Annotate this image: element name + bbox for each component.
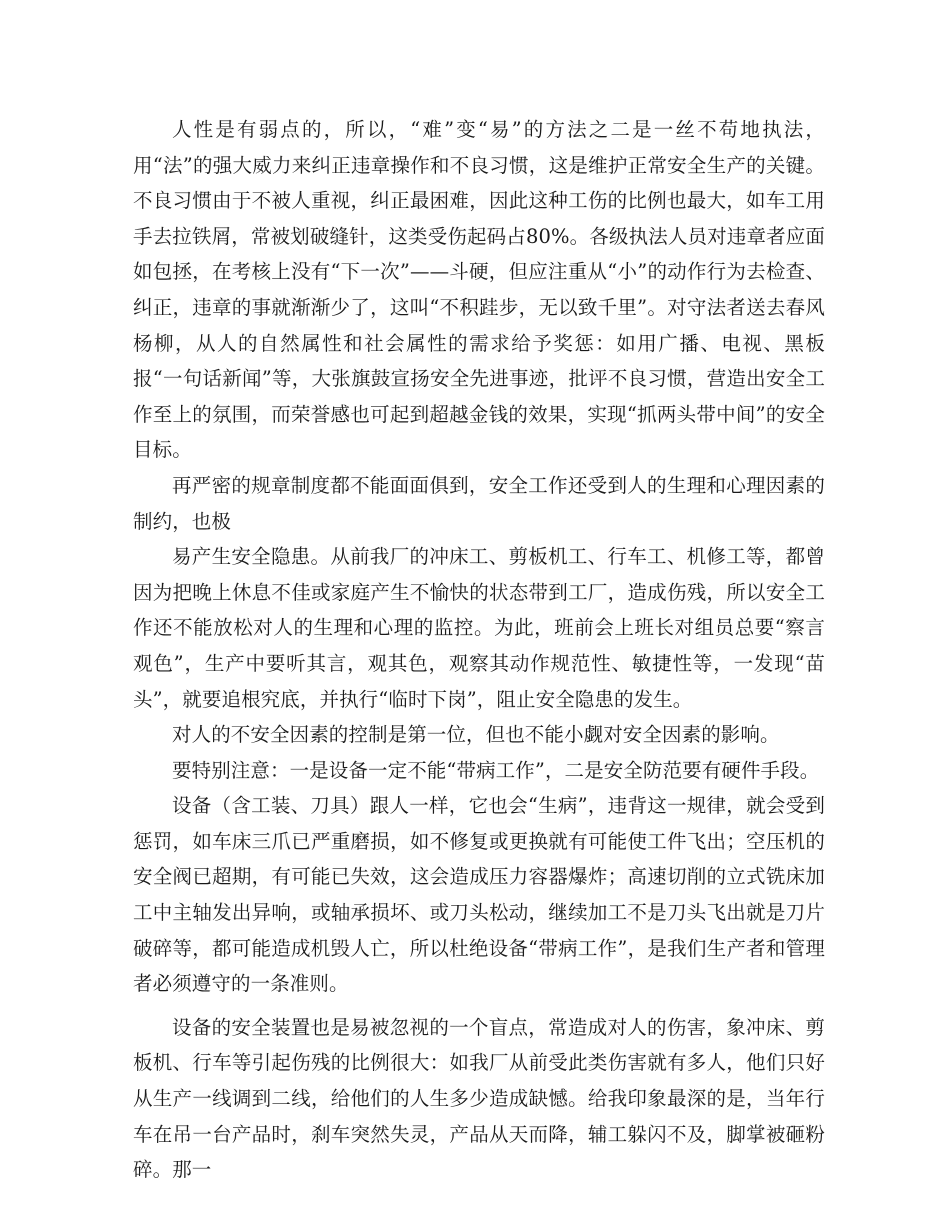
document-body <box>133 112 825 1188</box>
paragraph-2: 再严密的规章制度都不能面面俱到，安全工作还受到人的生理和心理因素的制约，也极 <box>133 473 825 533</box>
paragraph-7: 设备的安全装置也是易被忽视的一个盲点，常造成对人的伤害，象冲床、剪板机、行车等引起伤残的比例很大：如我厂从前受此类伤害就有多人，他们只好从生产一线调到二线，给他们的人生多少造成缺憾。给我印象最深的是，当年行车在吊一台产品时，刹车突然失灵，产品从天而降，辅工躲闪不及，脚掌被砸粉碎。那一 <box>133 1015 825 1182</box>
paragraph-5: 要特别注意：一是设备一定不能“带病工作”，二是安全防范要有硬件手段。 <box>172 758 820 782</box>
paragraph-6: 设备（含工装、刀具）跟人一样，它也会“生病”，违背这一规律，就会受到惩罚，如车床三爪已严重磨损，如不修复或更换就有可能使工件飞出；空压机的安全阀已超期，有可能已失效，这会造成压力容器爆炸；高速切削的立式铣床加工中主轴发出异响，或轴承损坏、或刀头松动，继续加工不是刀头飞出就是刀片破碎等，都可能造成机毁人亡，所以杜绝设备“带病工作”，是我们生产者和管理者必须遵守的一条准则。 <box>133 794 825 996</box>
paragraph-1: 人性是有弱点的，所以，“难”变“易”的方法之二是一丝不苟地执法，用“法”的强大威力来纠正违章操作和不良习惯，这是维护正常安全生产的关键。不良习惯由于不被人重视，纠正最困难，因此这种工伤的比例也最大，如车工用手去拉铁屑，常被划破缝针，这类受伤起码占80%。各级执法人员对违章者应面如包拯，在考核上没有“下一次”——斗硬，但应注重从“小”的动作行为去检查、纠正，违章的事就渐渐少了，这叫“不积跬步，无以致千里”。对守法者送去春风杨柳，从人的自然属性和社会属性的需求给予奖惩：如用广播、电视、黑板报“一句话新闻”等，大张旗鼓宣扬安全先进事迹，批评不良习惯，营造出安全工作至上的氛围，而荣誉感也可起到超越金钱的效果，实现“抓两头带中间”的安全目标。 <box>133 118 825 462</box>
paragraph-3: 易产生安全隐患。从前我厂的冲床工、剪板机工、行车工、机修工等，都曾因为把晚上休息不佳或家庭产生不愉快的状态带到工厂，造成伤残，所以安全工作还不能放松对人的生理和心理的监控。为此，班前会上班长对组员总要“察言观色”，生产中要听其言，观其色，观察其动作规范性、敏捷性等，一发现“苗头”，就要追根究底，并执行“临时下岗”，阻止安全隐患的发生。 <box>133 545 825 711</box>
paragraph-4: 对人的不安全因素的控制是第一位，但也不能小觑对安全因素的影响。 <box>172 723 780 747</box>
